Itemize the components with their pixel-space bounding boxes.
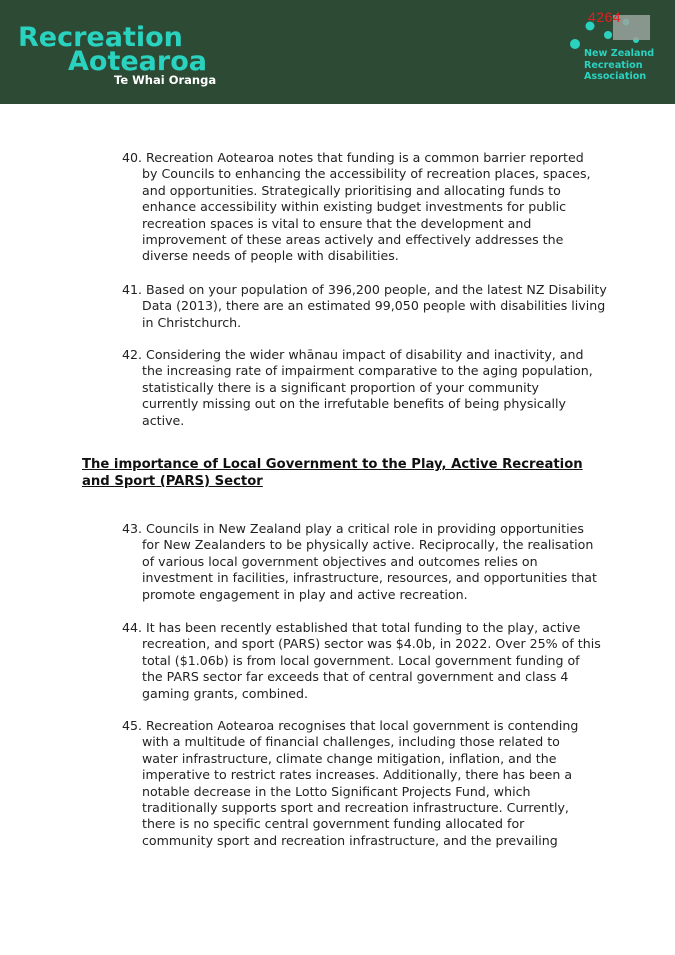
text-line: Data (2013), there are an estimated 99,050 people with disabilities living <box>142 298 606 314</box>
text-line: traditionally supports sport and recreation infrastructure. Currently, <box>142 800 569 816</box>
text-line: of various local government objectives and outcomes relies on <box>142 553 538 569</box>
nzra-line: Association <box>584 71 647 82</box>
heading-line: and Sport (PARS) Sector <box>82 474 263 489</box>
text-line: 41. Based on your population of 396,200 people, and the latest NZ Disability <box>122 282 607 297</box>
text-line: gaming grants, combined. <box>142 685 308 701</box>
text-line: currently missing out on the irrefutable benefits of being physically <box>142 396 567 412</box>
section-heading <box>82 456 602 490</box>
text-line: 40. Recreation Aotearoa notes that funding is a common barrier reported <box>122 150 584 165</box>
text-line: the increasing rate of impairment comparative to the aging population, <box>142 363 593 379</box>
paragraph-41 <box>122 282 607 331</box>
text-line: recreation spaces is vital to ensure that the development and <box>142 215 532 231</box>
text-line: there is no specific central government funding allocated for <box>142 816 525 832</box>
text-line: 45. Recreation Aotearoa recognises that local government is contending <box>122 718 579 733</box>
text-line: recreation, and sport (PARS) sector was $4.0b, in 2022. Over 25% of this <box>142 636 601 652</box>
text-line: active. <box>142 412 185 428</box>
paragraph-43 <box>122 521 602 603</box>
text-line: diverse needs of people with disabilities. <box>142 248 399 264</box>
text-line: by Councils to enhancing the accessibility of recreation places, spaces, <box>142 166 591 182</box>
text-line: total ($1.06b) is from local government. Local government funding of <box>142 652 580 668</box>
text-line: investment in facilities, infrastructure, resources, and opportunities that <box>142 570 597 586</box>
recreation-aotearoa-logo <box>18 22 218 92</box>
nzra-line: New Zealand <box>584 48 655 59</box>
heading-line: The importance of Local Government to the Play, Active Recreation <box>82 457 583 472</box>
text-line: improvement of these areas actively and effectively addresses the <box>142 232 564 248</box>
text-line: and opportunities. Strategically prioritising and allocating funds to <box>142 182 561 198</box>
text-line: in Christchurch. <box>142 314 242 330</box>
text-line: enhance accessibility within existing budget investments for public <box>142 199 567 215</box>
logo-line-2: Aotearoa <box>68 46 207 77</box>
text-line: the PARS sector far exceeds that of central government and class 4 <box>142 669 569 685</box>
logo-line-1: Recreation <box>18 22 183 53</box>
text-line: 43. Councils in New Zealand play a critical role in providing opportunities <box>122 521 584 536</box>
text-line: for New Zealanders to be physically active. Reciprocally, the realisation <box>142 537 594 553</box>
text-line: notable decrease in the Lotto Significant Projects Fund, which <box>142 783 531 799</box>
text-line: water infrastructure, climate change mitigation, inflation, and the <box>142 750 557 766</box>
paragraph-40 <box>122 150 602 265</box>
text-line: statistically there is a significant proportion of your community <box>142 379 539 395</box>
paragraph-44 <box>122 620 602 702</box>
text-line: community sport and recreation infrastructure, and the prevailing <box>142 832 558 848</box>
text-line: with a multitude of financial challenges, including those related to <box>142 734 560 750</box>
paragraph-42 <box>122 347 602 429</box>
text-line: 42. Considering the wider whānau impact of disability and inactivity, and <box>122 347 584 362</box>
text-line: imperative to restrict rates increases. Additionally, there has been a <box>142 767 573 783</box>
nzra-logo-text <box>584 48 654 83</box>
page-header <box>0 0 675 104</box>
nzra-line: Recreation <box>584 59 643 71</box>
paragraph-45 <box>122 718 602 849</box>
logo-tagline: Te Whai Oranga <box>114 73 217 87</box>
text-line: 44. It has been recently established that total funding to the play, active <box>122 620 581 635</box>
text-line: promote engagement in play and active recreation. <box>142 586 468 602</box>
page-number: 4264 <box>588 9 622 25</box>
